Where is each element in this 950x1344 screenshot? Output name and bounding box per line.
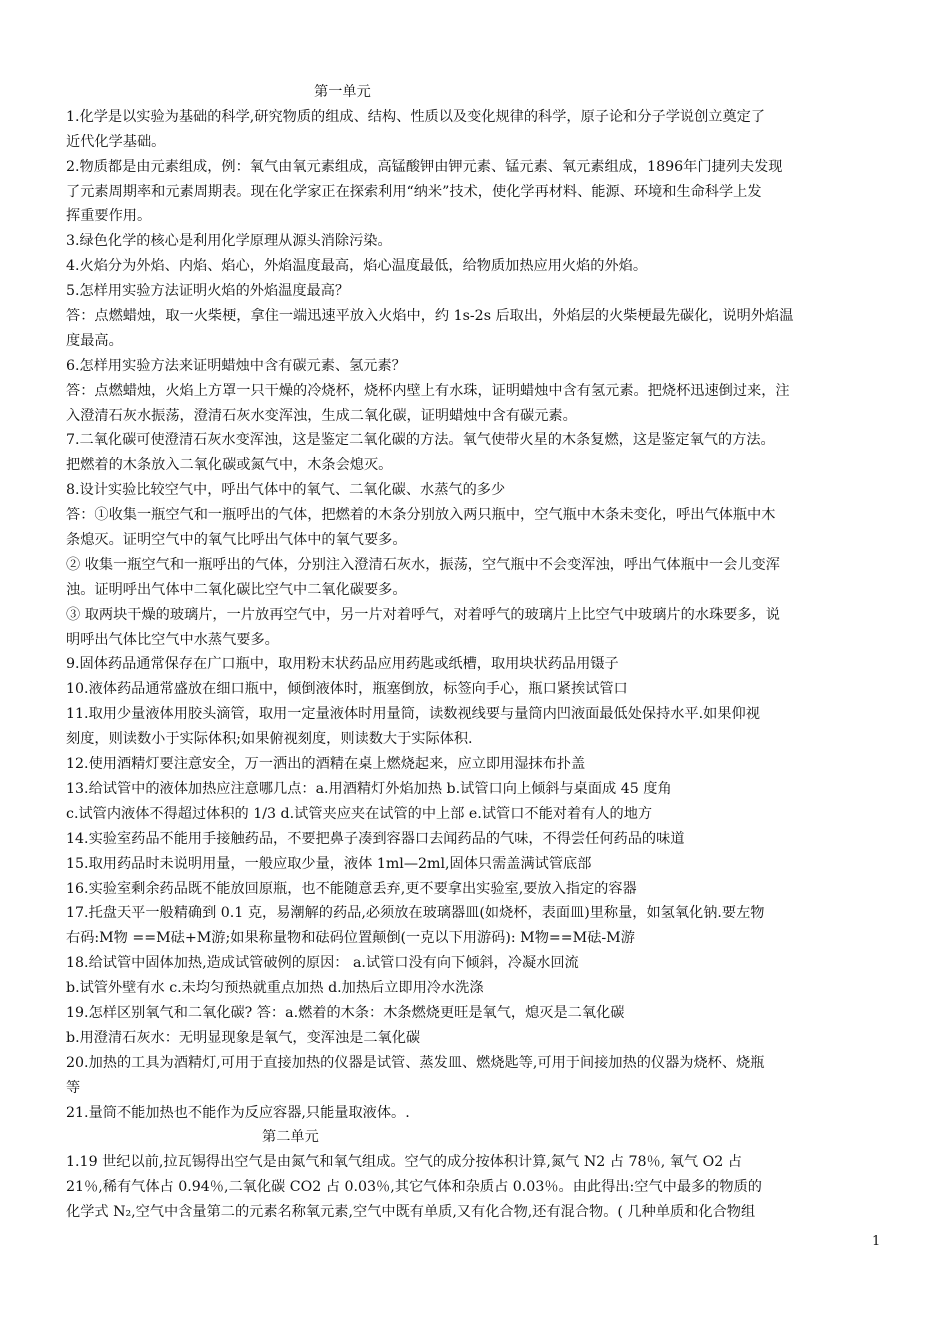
text-line: 5.怎样用实验方法证明火焰的外焰温度最高？ [66,283,350,300]
text-line: 把燃着的木条放入二氧化碳或氮气中，木条会熄灭。 [66,457,393,474]
text-line: 挥重要作用。 [66,208,152,225]
text-line: 度最高。 [66,332,123,349]
text-line: 3.绿色化学的核心是利用化学原理从源头消除污染。 [66,233,392,250]
text-line: 9.固体药品通常保存在广口瓶中，取用粉末状药品应用药匙或纸槽，取用块状药品用镊子 [66,656,619,673]
text-line: b.用澄清石灰水：无明显现象是氧气，变浑浊是二氧化碳 [66,1029,421,1046]
document-body [66,80,884,1225]
text-line: 13.给试管中的液体加热应注意哪几点：a.用酒精灯外焰加热 b.试管口向上倾斜与桌面成 45 度角 [66,780,672,797]
text-line: ③ 取两块干燥的玻璃片，一片放再空气中，另一片对着呼气，对着呼气的玻璃片上比空气中玻璃片的水珠要多，说 [66,606,780,623]
text-line: 4.火焰分为外焰、内焰、焰心，外焰温度最高，焰心温度最低，给物质加热应用火焰的外焰。 [66,258,648,275]
text-line: 11.取用少量液体用胶头滴管，取用一定量液体时用量筒，读数视线要与量筒内凹液面最低处保持水平.如果仰视 [66,706,760,723]
text-line: 7.二氧化碳可使澄清石灰水变浑浊，这是鉴定二氧化碳的方法。氧气使带火星的木条复燃，这是鉴定氧气的方法。 [66,432,775,449]
text-line: 等 [66,1079,81,1096]
text-line: 15.取用药品时未说明用量，一般应取少量，液体 1ml—2ml,固体只需盖满试管底部 [66,855,592,872]
unit2-heading: 第二单元 [262,1129,319,1146]
text-line: 12.使用酒精灯要注意安全，万一洒出的酒精在桌上燃烧起来，应立即用湿抹布扑盖 [66,756,586,773]
text-line: 入澄清石灰水振荡，澄清石灰水变浑浊，生成二氧化碳，证明蜡烛中含有碳元素。 [66,407,577,424]
text-line: 6.怎样用实验方法来证明蜡烛中含有碳元素、氢元素？ [66,357,406,374]
text-line: 1.化学是以实验为基础的科学,研究物质的组成、结构、性质以及变化规律的科学，原子论和分子学说创立奠定了 [66,108,766,125]
text-line: 答：①收集一瓶空气和一瓶呼出的气体，把燃着的木条分别放入两只瓶中，空气瓶中木条未变化，呼出气体瓶中木 [66,507,776,524]
page-number: 1 [872,1234,881,1249]
text-line: 刻度，则读数小于实际体积;如果俯视刻度，则读数大于实际体积. [66,731,473,748]
text-line: c.试管内液体不得超过体积的 1/3 d.试管夹应夹在试管的中上部 e.试管口不能对着有人的地方 [66,805,653,822]
text-line: 19.怎样区别氧气和二氧化碳? 答：a.燃着的木条：木条燃烧更旺是氧气，熄灭是二氧化碳 [66,1004,625,1021]
text-line: 答：点燃蜡烛，火焰上方罩一只干燥的冷烧杯，烧杯内壁上有水珠，证明蜡烛中含有氢元素。把烧杯迅速倒过来，注 [66,382,790,399]
text-line: 2.物质都是由元素组成，例：氧气由氧元素组成，高锰酸钾由钾元素、锰元素、氧元素组成，1896年门捷列夫发现 [66,158,783,175]
text-line: 答：点燃蜡烛，取一火柴梗，拿住一端迅速平放入火焰中，约 1s-2s 后取出，外焰层的火柴梗最先碳化，说明外焰温 [66,308,794,325]
text-line: 17.托盘天平一般精确到 0.1 克，易潮解的药品,必须放在玻璃器皿(如烧杯，表面皿)里称量，如氢氧化钠.要左物 [66,905,765,922]
text-line: 16.实验室剩余药品既不能放回原瓶，也不能随意丢弃,更不要拿出实验室,要放入指定的容器 [66,880,637,897]
text-line: 了元素周期率和元素周期表。现在化学家正在探索利用“纳米”技术，使化学再材料、能源、环境和生命科学上发 [66,183,762,200]
text-line: 10.液体药品通常盛放在细口瓶中，倾倒液体时，瓶塞倒放，标签向手心，瓶口紧挨试管口 [66,681,628,698]
text-line: 浊。证明呼出气体中二氧化碳比空气中二氧化碳要多。 [66,581,407,598]
text-line: 21.量筒不能加热也不能作为反应容器,只能量取液体。. [66,1104,410,1121]
text-line: 18.给试管中固体加热,造成试管破例的原因： a.试管口没有向下倾斜，冷凝水回流 [66,955,579,972]
text-line: 21％,稀有气体占 0.94％,二氧化碳 CO2 占 0.03％,其它气体和杂质占 0.03％。由此得出:空气中最多的物质的 [66,1179,762,1196]
text-line: ② 收集一瓶空气和一瓶呼出的气体，分别注入澄清石灰水，振荡，空气瓶中不会变浑浊，呼出气体瓶中一会儿变浑 [66,556,780,573]
text-line: 8.设计实验比较空气中，呼出气体中的氧气、二氧化碳、水蒸气的多少 [66,482,506,499]
text-line: 14.实验室药品不能用手接触药品，不要把鼻子凑到容器口去闻药品的气味，不得尝任何药品的味道 [66,830,685,847]
unit1-heading: 第一单元 [314,84,371,100]
text-line: 条熄灭。证明空气中的氧气比呼出气体中的氧气要多。 [66,532,407,549]
text-line: b.试管外壁有水 c.未均匀预热就重点加热 d.加热后立即用冷水洗涤 [66,980,484,997]
text-line: 明呼出气体比空气中水蒸气要多。 [66,631,279,648]
text-line: 1.19 世纪以前,拉瓦锡得出空气是由氮气和氧气组成。空气的成分按体积计算,氮气 N2 占 78％, 氧气 O2 占 [66,1154,742,1171]
text-line: 右码:M物 ==M砝+M游;如果称量物和砝码位置颠倒(一克以下用游码): M物==M砝-M游 [66,930,635,947]
text-line: 20.加热的工具为酒精灯,可用于直接加热的仪器是试管、蒸发皿、燃烧匙等,可用于间接加热的仪器为烧杯、烧瓶 [66,1054,765,1071]
text-line: 化学式 N₂,空气中含量第二的元素名称氧元素,空气中既有单质,又有化合物,还有混合物。( 几种单质和化合物组 [66,1204,756,1221]
text-line: 近代化学基础。 [66,133,166,150]
